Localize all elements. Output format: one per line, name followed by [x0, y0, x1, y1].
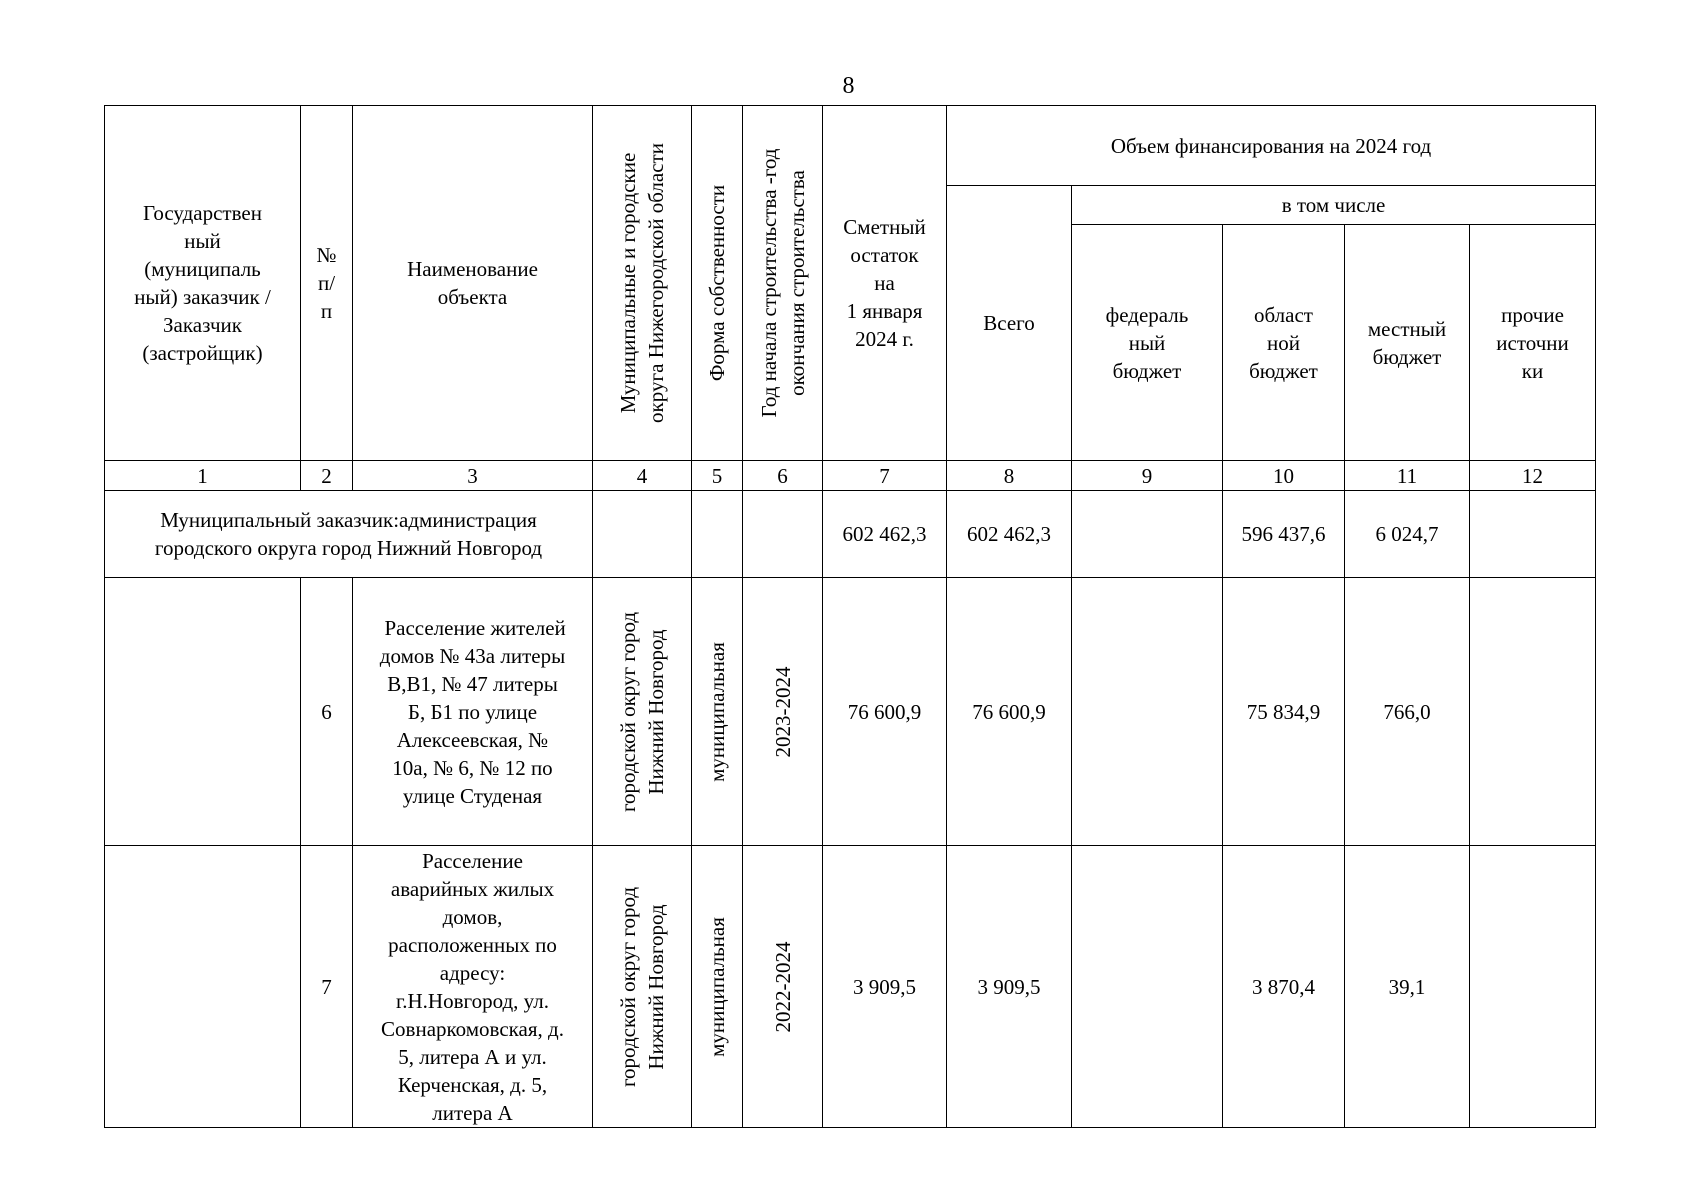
customer-federal — [1072, 491, 1223, 578]
header-customer: Государствен ный (муниципаль ный) заказчик / Заказчик (застройщик) — [105, 106, 301, 461]
header-object-name: Наименование объекта — [353, 106, 593, 461]
header-years: Год начала строительства -год окончания строительства — [743, 106, 823, 461]
column-number: 9 — [1072, 461, 1223, 491]
header-regional: област ной бюджет — [1223, 225, 1345, 461]
customer-years — [743, 491, 823, 578]
row-regional: 3 870,4 — [1223, 846, 1345, 1128]
header-financing: Объем финансирования на 2024 год — [947, 106, 1596, 186]
header-federal: федераль ный бюджет — [1072, 225, 1223, 461]
row-federal — [1072, 578, 1223, 846]
header-estimate: Сметный остаток на 1 января 2024 г. — [823, 106, 947, 461]
row-number: 7 — [301, 846, 353, 1128]
row-years: 2022-2024 — [743, 846, 823, 1128]
table-row — [105, 578, 1596, 846]
row-regional: 75 834,9 — [1223, 578, 1345, 846]
row-ownership: муниципальная — [692, 846, 743, 1128]
customer-local: 6 024,7 — [1345, 491, 1470, 578]
customer-label: Муниципальный заказчик:администрация городского округа город Нижний Новгород — [105, 491, 593, 578]
column-number: 12 — [1470, 461, 1596, 491]
column-numbers-row — [105, 461, 1596, 491]
column-number: 5 — [692, 461, 743, 491]
customer-regional: 596 437,6 — [1223, 491, 1345, 578]
header-including: в том числе — [1072, 186, 1596, 225]
header-ownership: Форма собственности — [692, 106, 743, 461]
row-district: городской округ город Нижний Новгород — [593, 578, 692, 846]
row-object-name: Расселение аварийных жилых домов, расположенных по адресу: г.Н.Новгород, ул. Совнаркомовская, д. 5, литера А и ул. Керченская, д. 5, литера А — [353, 846, 593, 1128]
customer-total: 602 462,3 — [947, 491, 1072, 578]
header-total: Всего — [947, 186, 1072, 461]
row-total: 3 909,5 — [947, 846, 1072, 1128]
column-number: 1 — [105, 461, 301, 491]
customer-other — [1470, 491, 1596, 578]
row-ownership: муниципальная — [692, 578, 743, 846]
column-number: 7 — [823, 461, 947, 491]
column-number: 4 — [593, 461, 692, 491]
row-local: 39,1 — [1345, 846, 1470, 1128]
column-number: 2 — [301, 461, 353, 491]
row-district: городской округ город Нижний Новгород — [593, 846, 692, 1128]
table-row — [105, 846, 1596, 1128]
row-estimate: 3 909,5 — [823, 846, 947, 1128]
header-local: местный бюджет — [1345, 225, 1470, 461]
column-number: 3 — [353, 461, 593, 491]
customer-row — [105, 491, 1596, 578]
page-number: 8 — [842, 73, 855, 99]
column-number: 6 — [743, 461, 823, 491]
row-customer-cell — [105, 846, 301, 1128]
header-districts: Муниципальные и городские округа Нижегородской области — [593, 106, 692, 461]
header-number: № п/ п — [301, 106, 353, 461]
row-object-name: Расселение жителей домов № 43а литеры В,В1, № 47 литеры Б, Б1 по улице Алексеевская, № 10а, № 6, № 12 по улице Студеная — [353, 578, 593, 846]
column-number: 11 — [1345, 461, 1470, 491]
row-customer-cell — [105, 578, 301, 846]
customer-district — [593, 491, 692, 578]
financing-table — [104, 105, 1596, 1128]
row-estimate: 76 600,9 — [823, 578, 947, 846]
customer-estimate: 602 462,3 — [823, 491, 947, 578]
column-number: 8 — [947, 461, 1072, 491]
row-local: 766,0 — [1345, 578, 1470, 846]
row-years: 2023-2024 — [743, 578, 823, 846]
column-number: 10 — [1223, 461, 1345, 491]
header-other: прочие источни ки — [1470, 225, 1596, 461]
row-other — [1470, 578, 1596, 846]
row-number: 6 — [301, 578, 353, 846]
customer-ownership — [692, 491, 743, 578]
row-other — [1470, 846, 1596, 1128]
row-total: 76 600,9 — [947, 578, 1072, 846]
row-federal — [1072, 846, 1223, 1128]
